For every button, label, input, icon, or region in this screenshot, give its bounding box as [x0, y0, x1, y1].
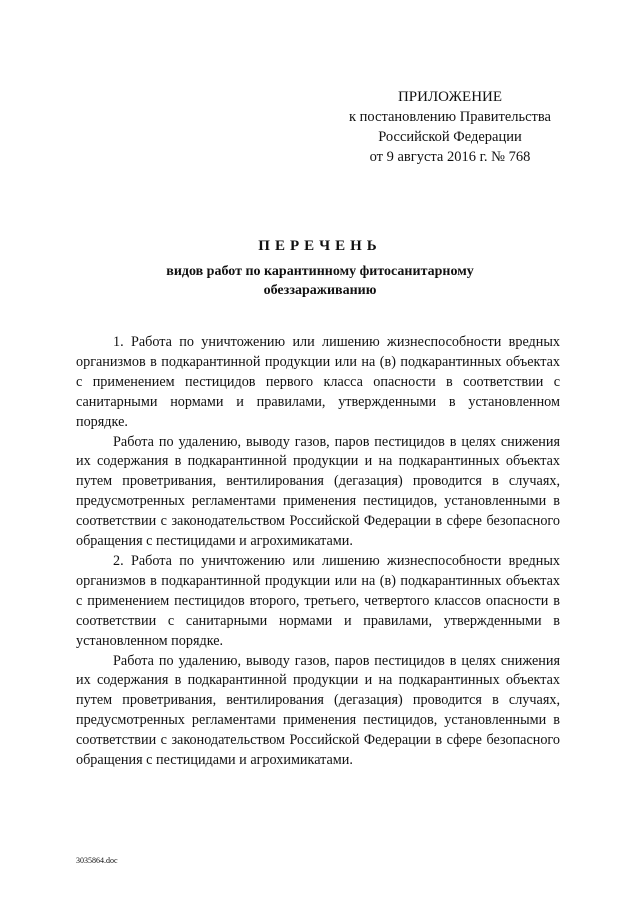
appendix-line-3: от 9 августа 2016 г. № 768	[369, 149, 531, 165]
paragraph-2: Работа по удалению, выводу газов, паров пестицидов в целях снижения их содержания в подкарантинной продукции и на подкарантинных объектах путем проветривания, вентилирования (дегазация) проводится в случаях, предусмотренных регламентами применения пестицидов, установленными в соответствии с законодательством Российской Федерации в сфере безопасного обращения с пестицидами и агрохимикатами.	[76, 433, 560, 550]
footer-doc-id: 3035864.doc	[76, 856, 118, 865]
heading-title: ПЕРЕЧЕНЬ	[258, 238, 382, 254]
paragraph-3: 2. Работа по уничтожению или лишению жизнеспособности вредных организмов в подкарантинной продукции или на (в) подкарантинных объектах с применением пестицидов второго, третьего, четвертого классов опасности в соответствии с санитарными нормами и правилами, утвержденными в установленном порядке.	[76, 552, 560, 649]
document-heading	[100, 236, 540, 300]
appendix-line-1: к постановлению Правительства	[349, 109, 551, 125]
paragraph-1: 1. Работа по уничтожению или лишению жизнеспособности вредных организмов в подкарантинной продукции или на (в) подкарантинных объектах с применением пестицидов первого класса опасности в соответствии с санитарными нормами и правилами, утвержденными в установленном порядке.	[76, 334, 560, 430]
appendix-title: ПРИЛОЖЕНИЕ	[397, 89, 503, 105]
appendix-line-2: Российской Федерации	[378, 129, 522, 145]
heading-subtitle-line-1: видов работ по карантинному фитосанитарному	[166, 264, 474, 279]
appendix-block	[330, 87, 570, 167]
heading-subtitle-line-2: обеззараживанию	[263, 283, 377, 298]
document-body	[76, 333, 560, 771]
paragraph-4: Работа по удалению, выводу газов, паров пестицидов в целях снижения их содержания в подкарантинной продукции и на подкарантинных объектах путем проветривания, вентилирования (дегазация) проводится в случаях, предусмотренных регламентами применения пестицидов, установленными в соответствии с законодательством Российской Федерации в сфере безопасного обращения с пестицидами и агрохимикатами.	[76, 652, 560, 769]
